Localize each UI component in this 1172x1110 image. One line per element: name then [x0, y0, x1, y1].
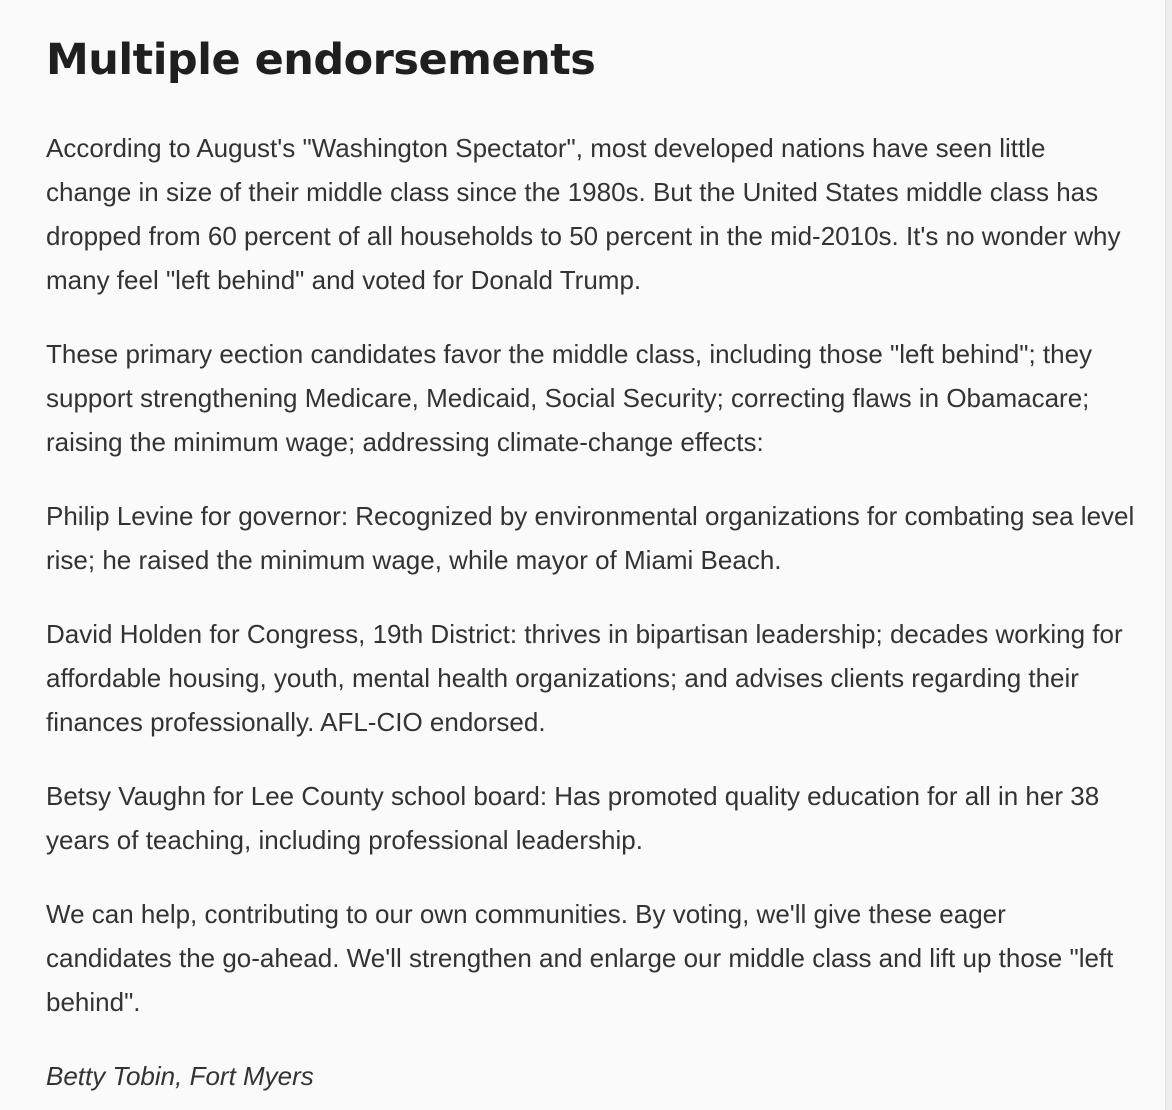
paragraph-candidates: These primary eection candidates favor the middle class, including those "left behind"; they support strengthening Medicare, Medicaid, Social Security; correcting flaws in Obamacare; raising the minimum wage; addressing climate-change effects:	[46, 339, 1093, 457]
paragraph-intro: According to August's "Washington Spectator", most developed nations have seen little change in size of their middle class since the 1980s. But the United States middle class has dropped from 60 percent of all households to 50 percent in the mid-2010s. It's no wonder why many feel "left behind" and voted for Donald Trump.	[46, 133, 1121, 295]
paragraph-holden: David Holden for Congress, 19th District: thrives in bipartisan leadership; decades working for affordable housing, youth, mental health organizations; and advises clients regarding their finances professionally. AFL-CIO endorsed.	[46, 619, 1123, 737]
paragraph-levine: Philip Levine for governor: Recognized by environmental organizations for combating sea level rise; he raised the minimum wage, while mayor of Miami Beach.	[46, 501, 1135, 575]
paragraph-vaughn: Betsy Vaughn for Lee County school board: Has promoted quality education for all in her 38 years of teaching, including professional leadership.	[46, 781, 1100, 855]
letter-article	[46, 30, 1136, 1110]
paragraph-closing: We can help, contributing to our own communities. By voting, we'll give these eager candidates the go-ahead. We'll strengthen and enlarge our middle class and lift up those "left behind".	[46, 899, 1114, 1017]
window-edge	[1165, 0, 1172, 1110]
author-signature: Betty Tobin, Fort Myers	[46, 1061, 314, 1091]
article-title: Multiple endorsements	[46, 35, 596, 85]
